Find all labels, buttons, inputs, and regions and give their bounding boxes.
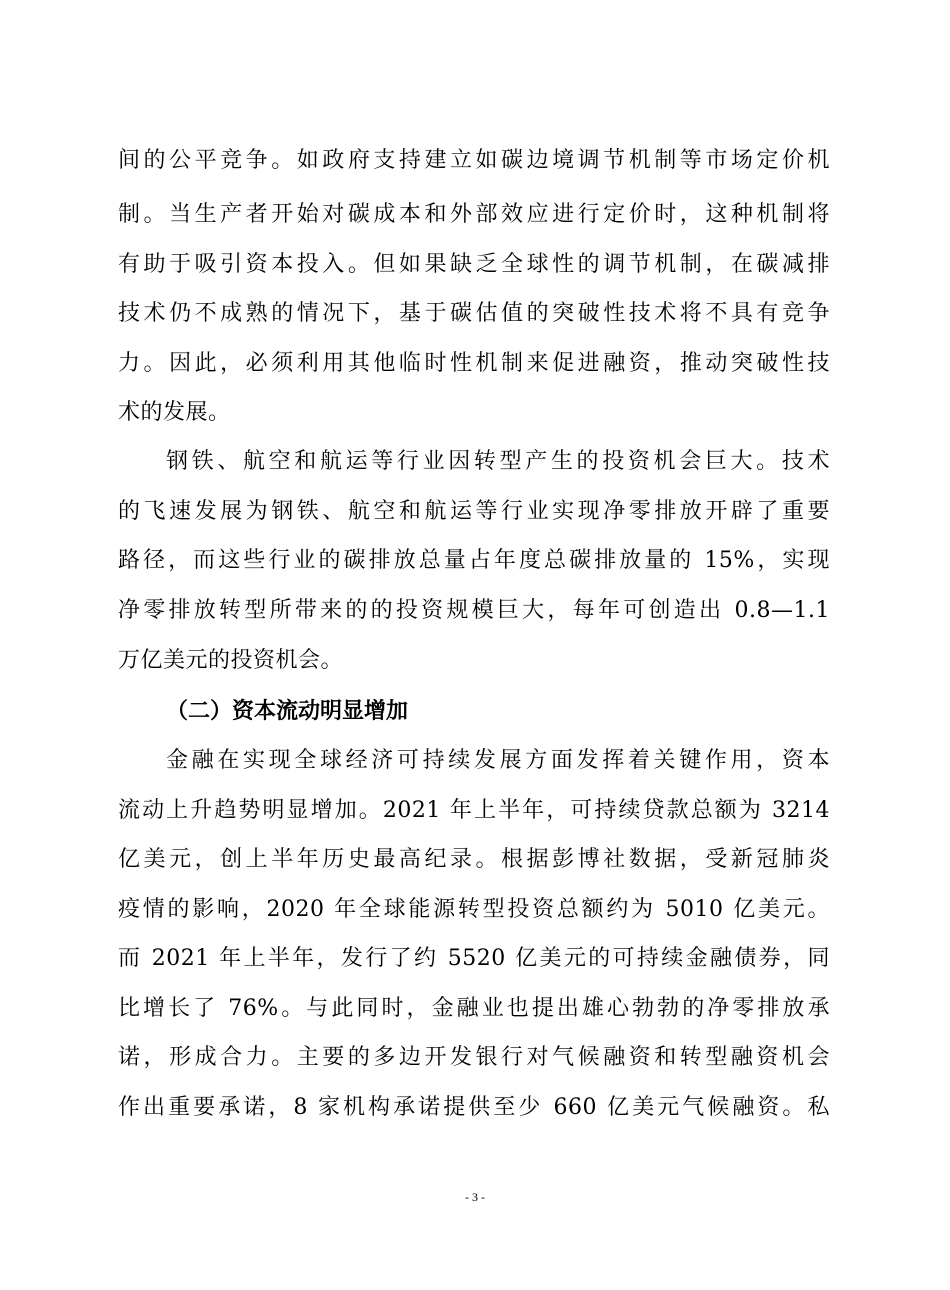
paragraph-1-line-5: 力。因此，必须利用其他临时性机制来促进融资，推动突破性技 [118,351,830,376]
page-number: - 3 - [465,1190,485,1204]
paragraph-1-line-2: 制。当生产者开始对碳成本和外部效应进行定价时，这种机制将 [118,202,830,227]
paragraph-3-line-4: 疫情的影响，2020 年全球能源转型投资总额约为 5010 亿美元。 [118,897,830,922]
paragraph-1-line-3: 有助于吸引资本投入。但如果缺乏全球性的调节机制，在碳减排 [118,252,830,277]
paragraph-3-line-1: 金融在实现全球经济可持续发展方面发挥着关键作用，资本 [166,748,830,773]
paragraph-3-line-5: 而 2021 年上半年，发行了约 5520 亿美元的可持续金融债券，同 [118,946,830,971]
paragraph-1-line-1: 间的公平竞争。如政府支持建立如碳边境调节机制等市场定价机 [118,148,830,173]
paragraph-3-line-2: 流动上升趋势明显增加。2021 年上半年，可持续贷款总额为 3214 [118,798,830,823]
paragraph-2-line-5: 万亿美元的投资机会。 [118,648,344,673]
paragraph-1-line-6: 术的发展。 [118,400,231,425]
paragraph-2-line-4: 净零排放转型所带来的的投资规模巨大，每年可创造出 0.8—1.1 [118,598,830,623]
paragraph-3-line-3: 亿美元，创上半年历史最高纪录。根据彭博社数据，受新冠肺炎 [118,847,830,872]
paragraph-2-line-3: 路径，而这些行业的碳排放总量占年度总碳排放量的 15%，实现 [118,548,830,573]
paragraph-3-line-7: 诺，形成合力。主要的多边开发银行对气候融资和转型融资机会 [118,1045,830,1070]
section-heading: （二）资本流动明显增加 [166,699,409,724]
paragraph-3-line-8: 作出重要承诺，8 家机构承诺提供至少 660 亿美元气候融资。私 [118,1095,830,1120]
paragraph-3-line-6: 比增长了 76%。与此同时，金融业也提出雄心勃勃的净零排放承 [118,996,830,1021]
paragraph-1-line-4: 技术仍不成熟的情况下，基于碳估值的突破性技术将不具有竞争 [118,301,830,326]
paragraph-2-line-2: 的飞速发展为钢铁、航空和航运等行业实现净零排放开辟了重要 [118,499,830,524]
paragraph-2-line-1: 钢铁、航空和航运等行业因转型产生的投资机会巨大。技术 [166,449,830,474]
